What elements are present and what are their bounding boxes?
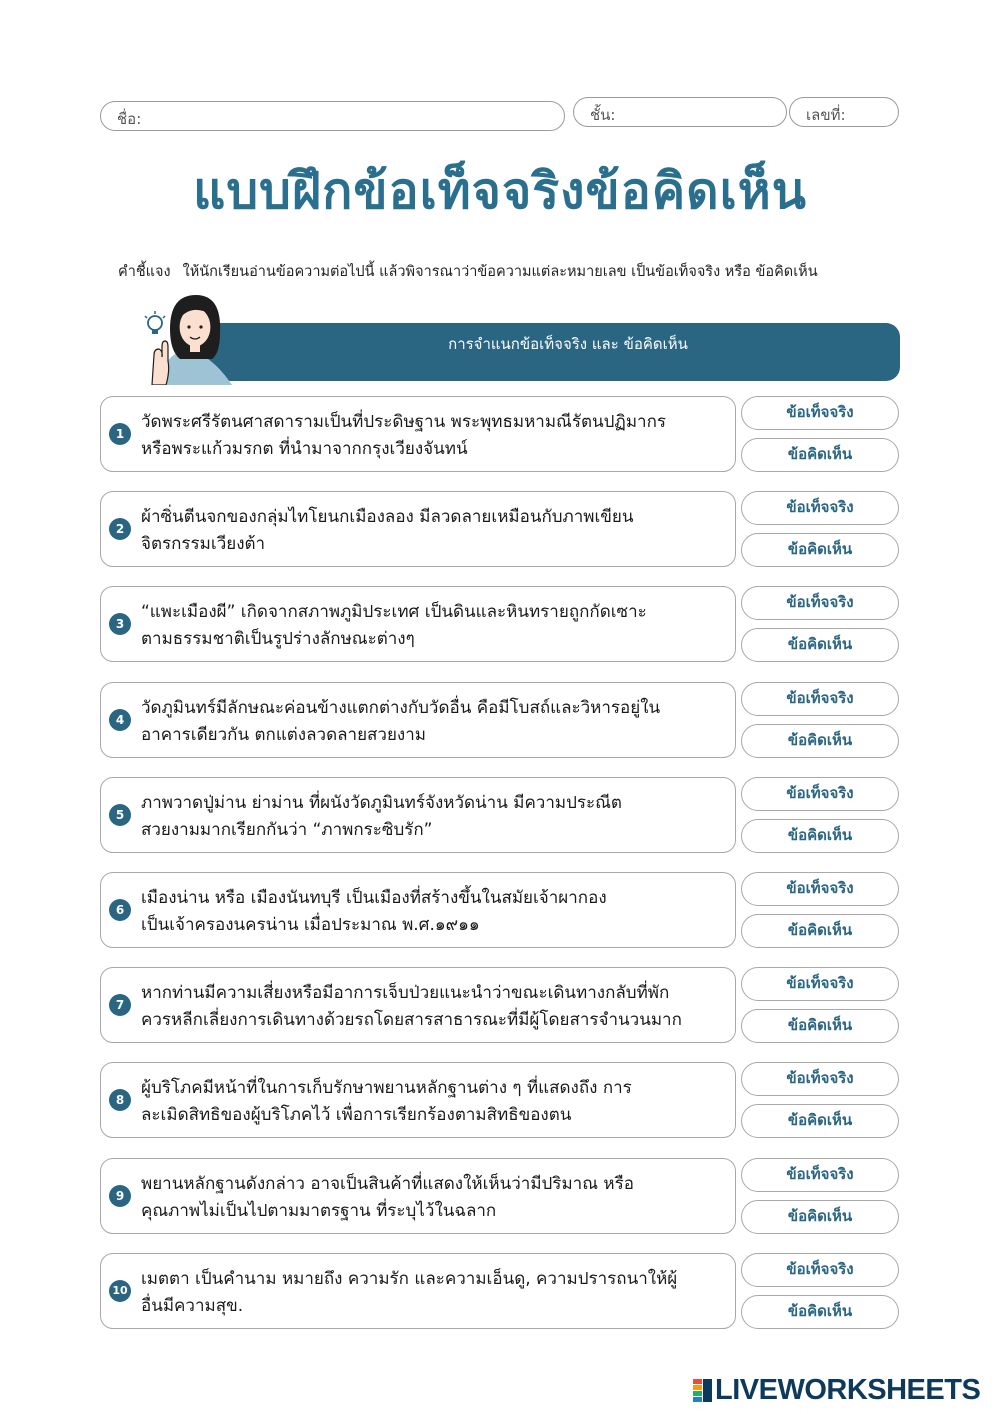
question-text — [141, 504, 723, 558]
question-text-line: หากท่านมีความเสี่ยงหรือมีอาการเจ็บป่วยแนะนำว่าขณะเดินทางกลับที่พัก — [141, 983, 670, 1003]
instructions — [118, 260, 978, 283]
question-2 — [100, 491, 736, 567]
opinion-option-5[interactable]: ข้อคิดเห็น — [741, 819, 899, 853]
fact-option-8[interactable]: ข้อเท็จจริง — [741, 1062, 899, 1096]
question-text-line: หรือพระแก้วมรกต ที่นำมาจากกรุงเวียงจันทน์ — [141, 439, 468, 459]
question-text-line: วัดพระศรีรัตนศาสดารามเป็นที่ประดิษฐาน พระพุทธมหามณีรัตนปฏิมากร — [141, 412, 666, 432]
question-9 — [100, 1158, 736, 1234]
question-number-badge: 3 — [109, 613, 131, 635]
question-number-badge: 5 — [109, 804, 131, 826]
question-text-line: จิตรกรรมเวียงต้า — [141, 534, 266, 554]
question-1 — [100, 396, 736, 472]
question-10 — [100, 1253, 736, 1329]
question-4 — [100, 682, 736, 758]
question-text-line: พยานหลักฐานดังกล่าว อาจเป็นสินค้าที่แสดงให้เห็นว่ามีปริมาณ หรือ — [141, 1174, 634, 1194]
instructions-label: คำชี้แจง — [118, 264, 171, 280]
question-text-line: อาคารเดียวกัน ตกแต่งลวดลายสวยงาม — [141, 725, 426, 745]
fact-option-1[interactable]: ข้อเท็จจริง — [741, 396, 899, 430]
liveworksheets-logo — [693, 1374, 993, 1408]
fact-option-10[interactable]: ข้อเท็จจริง — [741, 1253, 899, 1287]
fact-option-7[interactable]: ข้อเท็จจริง — [741, 967, 899, 1001]
question-text — [141, 1171, 723, 1225]
name-input[interactable] — [156, 105, 550, 129]
question-text — [141, 980, 723, 1034]
question-text-line: เป็นเจ้าครองนครน่าน เมื่อประมาณ พ.ศ.๑๙๑๑ — [141, 915, 480, 935]
woman-illustration — [132, 289, 242, 385]
section-banner — [196, 323, 900, 381]
question-number-badge: 6 — [109, 899, 131, 921]
question-number-badge: 9 — [109, 1185, 131, 1207]
fact-option-5[interactable]: ข้อเท็จจริง — [741, 777, 899, 811]
question-number-badge: 2 — [109, 518, 131, 540]
fact-option-3[interactable]: ข้อเท็จจริง — [741, 586, 899, 620]
question-number-badge: 8 — [109, 1089, 131, 1111]
question-text-line: สวยงามมากเรียกกันว่า “ภาพกระซิบรัก” — [141, 820, 433, 840]
question-text-line: อื่นมีความสุข. — [141, 1296, 244, 1316]
number-label: เลขที่: — [806, 106, 846, 124]
question-text — [141, 695, 723, 749]
fact-option-2[interactable]: ข้อเท็จจริง — [741, 491, 899, 525]
instructions-text: ให้นักเรียนอ่านข้อความต่อไปนี้ แล้วพิจารณาว่าข้อความแต่ละหมายเลข เป็นข้อเท็จจริง หรือ ข้อคิดเห็น — [182, 264, 818, 280]
question-text-line: ภาพวาดปู่ม่าน ย่าม่าน ที่ผนังวัดภูมินทร์จังหวัดน่าน มีความประณีต — [141, 793, 622, 813]
number-field — [789, 97, 899, 127]
question-text-line: วัดภูมินทร์มีลักษณะค่อนข้างแตกต่างกับวัดอื่น คือมีโบสถ์และวิหารอยู่ใน — [141, 698, 661, 718]
question-text-line: ผู้บริโภคมีหน้าที่ในการเก็บรักษาพยานหลักฐานต่าง ๆ ที่แสดงถึง การ — [141, 1078, 632, 1098]
opinion-option-2[interactable]: ข้อคิดเห็น — [741, 533, 899, 567]
logo-text: LIVEWORKSHEETS — [715, 1374, 981, 1406]
live-logo-icon — [693, 1379, 713, 1403]
question-text — [141, 885, 723, 939]
question-text-line: คุณภาพไม่เป็นไปตามมาตรฐาน ที่ระบุไว้ในฉลาก — [141, 1201, 497, 1221]
question-text — [141, 1075, 723, 1129]
question-text-line: ละเมิดสิทธิของผู้บริโภคไว้ เพื่อการเรียกร้องตามสิทธิของตน — [141, 1105, 572, 1125]
question-text-line: ตามธรรมชาติเป็นรูปร่างลักษณะต่างๆ — [141, 629, 415, 649]
question-text-line: “แพะเมืองผี” เกิดจากสภาพภูมิประเทศ เป็นดินและหินทรายถูกกัดเซาะ — [141, 602, 647, 622]
question-3 — [100, 586, 736, 662]
question-text-line: เมืองน่าน หรือ เมืองนันทบุรี เป็นเมืองที่สร้างขึ้นในสมัยเจ้าผากอง — [141, 888, 607, 908]
question-8 — [100, 1062, 736, 1138]
question-text-line: ควรหลีกเลี่ยงการเดินทางด้วยรถโดยสารสาธารณะที่มีผู้โดยสารจำนวนมาก — [141, 1010, 682, 1030]
question-text — [141, 790, 723, 844]
lightbulb-icon — [145, 311, 165, 334]
name-field — [100, 101, 565, 131]
fact-option-9[interactable]: ข้อเท็จจริง — [741, 1158, 899, 1192]
fact-option-4[interactable]: ข้อเท็จจริง — [741, 682, 899, 716]
class-input[interactable] — [629, 101, 772, 125]
question-text — [141, 409, 723, 463]
opinion-option-4[interactable]: ข้อคิดเห็น — [741, 724, 899, 758]
page-title: แบบฝึกข้อเท็จจริงข้อคิดเห็น — [193, 162, 807, 220]
opinion-option-6[interactable]: ข้อคิดเห็น — [741, 914, 899, 948]
opinion-option-10[interactable]: ข้อคิดเห็น — [741, 1295, 899, 1329]
class-field — [573, 97, 787, 127]
question-number-badge: 4 — [109, 709, 131, 731]
question-7 — [100, 967, 736, 1043]
question-number-badge: 10 — [109, 1280, 131, 1302]
question-text-line: ผ้าซิ่นตีนจกของกลุ่มไทโยนกเมืองลอง มีลวดลายเหมือนกับภาพเขียน — [141, 507, 634, 527]
opinion-option-8[interactable]: ข้อคิดเห็น — [741, 1104, 899, 1138]
question-text — [141, 1266, 723, 1320]
fact-option-6[interactable]: ข้อเท็จจริง — [741, 872, 899, 906]
banner-text: การจำแนกข้อเท็จจริง และ ข้อคิดเห็น — [448, 335, 688, 353]
question-text — [141, 599, 723, 653]
opinion-option-7[interactable]: ข้อคิดเห็น — [741, 1009, 899, 1043]
number-input[interactable] — [850, 101, 884, 125]
opinion-option-3[interactable]: ข้อคิดเห็น — [741, 628, 899, 662]
question-text-line: เมตตา เป็นคำนาม หมายถึง ความรัก และความเอ็นดู, ความปรารถนาให้ผู้ — [141, 1269, 678, 1289]
question-number-badge: 1 — [109, 423, 131, 445]
question-number-badge: 7 — [109, 994, 131, 1016]
name-label: ชื่อ: — [117, 110, 142, 128]
opinion-option-1[interactable]: ข้อคิดเห็น — [741, 438, 899, 472]
question-6 — [100, 872, 736, 948]
question-5 — [100, 777, 736, 853]
opinion-option-9[interactable]: ข้อคิดเห็น — [741, 1200, 899, 1234]
class-label: ชั้น: — [590, 106, 616, 124]
